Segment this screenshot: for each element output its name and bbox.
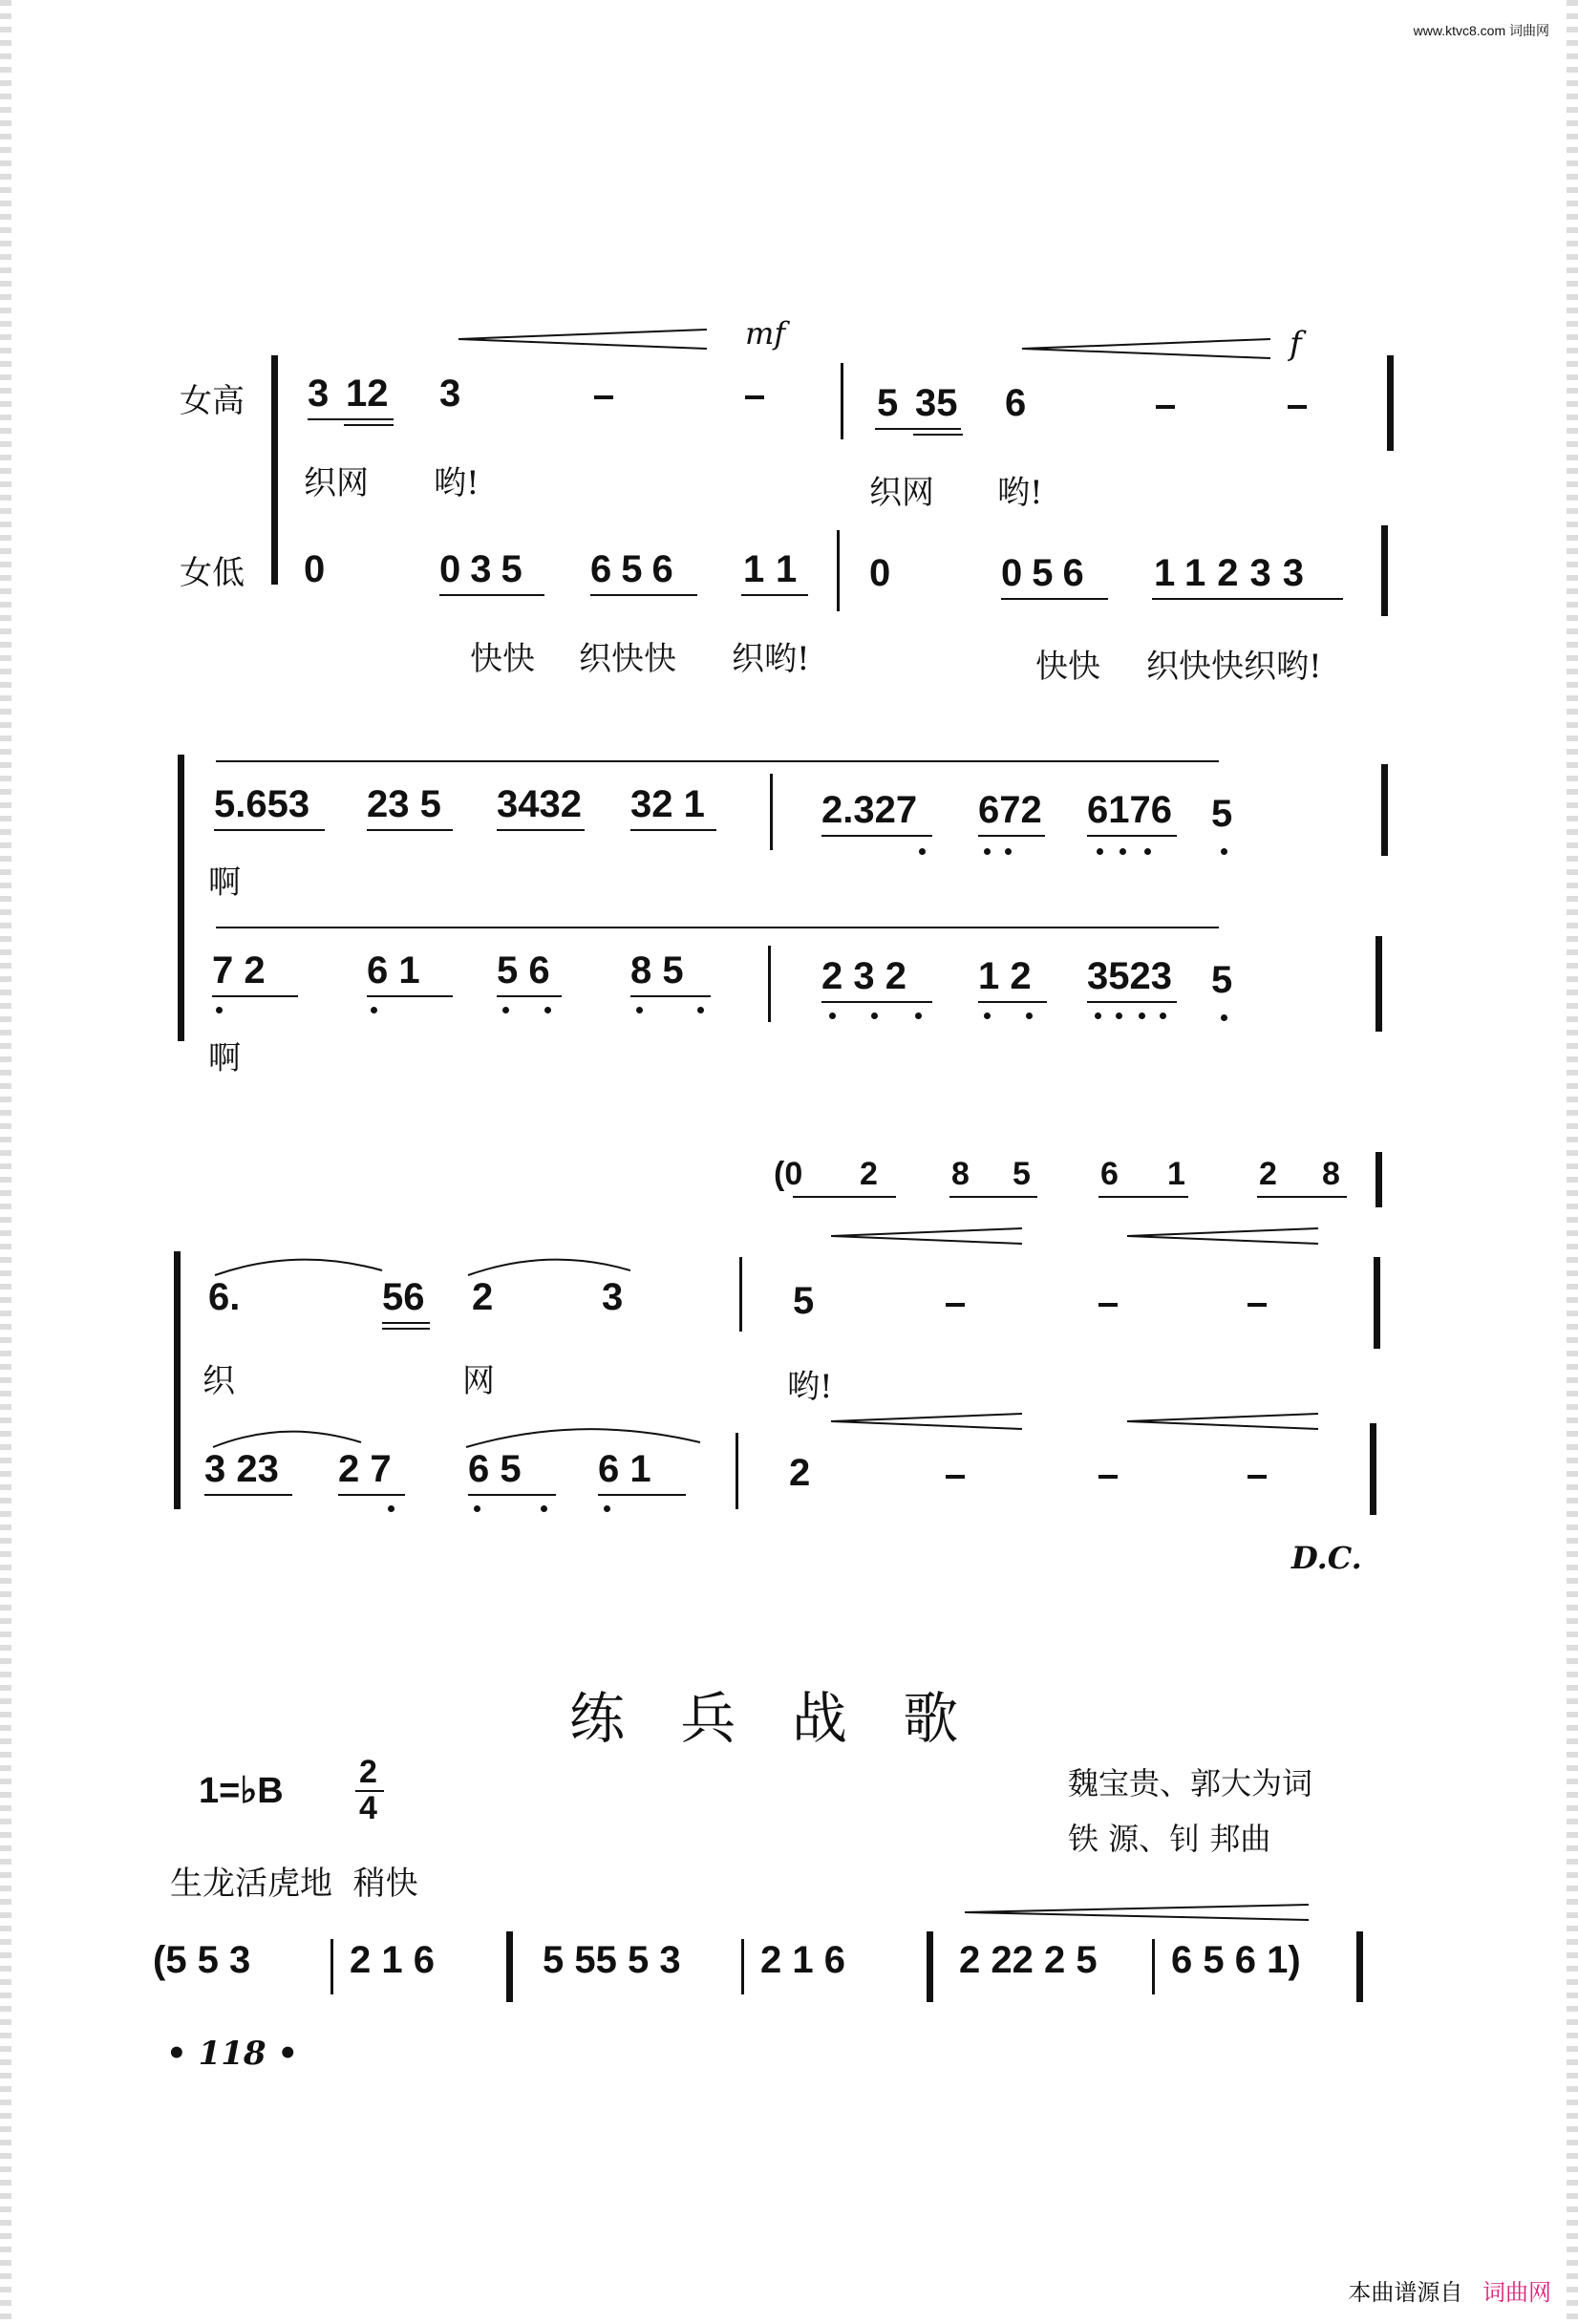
key-signature: 1=♭B — [199, 1771, 284, 1811]
time-signature-bottom: 4 — [359, 1790, 377, 1826]
intro-note: 8 — [951, 1156, 970, 1192]
system-brace — [178, 755, 184, 1041]
underline — [338, 1494, 405, 1496]
note: 6 — [1005, 382, 1027, 424]
underline — [344, 424, 394, 426]
voice-label-alto: 女低 — [180, 554, 245, 592]
underline — [212, 995, 298, 997]
intro-phrase: (5 5 3 — [153, 1939, 251, 1981]
underline — [630, 995, 711, 997]
note: 672 — [978, 789, 1042, 831]
note: 12 — [346, 373, 389, 415]
underline — [821, 835, 932, 837]
underline — [308, 418, 394, 420]
barline — [1152, 1939, 1155, 1994]
barline — [1381, 764, 1388, 856]
underline — [439, 594, 544, 596]
octave-dot — [1120, 848, 1126, 855]
octave-dot — [371, 1007, 377, 1013]
octave-dot — [541, 1505, 547, 1512]
hold-dash — [1156, 405, 1175, 409]
note: 5 6 — [497, 949, 550, 991]
note: 5 — [1211, 959, 1233, 1001]
lyricist-credit: 魏宝贵、郭大为词 — [1068, 1765, 1313, 1802]
note: 5 — [1211, 793, 1233, 835]
hold-dash — [745, 395, 764, 399]
note: 0 — [304, 548, 326, 590]
underline — [949, 1196, 1037, 1198]
slur — [210, 1242, 630, 1280]
voice-label-soprano: 女高 — [180, 382, 245, 420]
octave-dot — [1221, 1014, 1227, 1021]
octave-dot — [1221, 848, 1227, 855]
slur — [208, 1414, 705, 1452]
barline — [841, 363, 843, 439]
note: 3 23 — [204, 1448, 279, 1490]
barline — [506, 1931, 513, 2002]
note: 5.653 — [214, 783, 310, 825]
note: 3523 — [1087, 955, 1172, 997]
note: 056 — [1001, 552, 1094, 594]
note: 6 1 — [367, 949, 420, 991]
crescendo-4 — [1127, 1225, 1318, 1247]
system-brace — [174, 1251, 181, 1509]
underline — [367, 829, 453, 831]
octave-dot — [1144, 848, 1151, 855]
song-title: 练 兵 战 歌 — [569, 1686, 978, 1751]
barline — [331, 1939, 333, 1994]
underline — [630, 829, 716, 831]
crescendo-7 — [965, 1901, 1309, 1924]
underline — [1098, 1196, 1188, 1198]
underline — [382, 1322, 430, 1324]
intro-note: 8 — [1322, 1156, 1340, 1192]
slur — [216, 760, 1219, 762]
barline — [739, 1257, 742, 1332]
underline — [741, 594, 808, 596]
underline — [590, 594, 697, 596]
octave-dot — [919, 848, 926, 855]
lyric: 织快快 — [579, 640, 676, 678]
note: 3432 — [497, 783, 582, 825]
note: 11233 — [1154, 552, 1316, 594]
octave-dot — [984, 1013, 991, 1019]
note: 35 — [915, 382, 958, 424]
note: 11 — [743, 548, 811, 590]
lyric: 网 — [462, 1362, 495, 1400]
hold-dash — [1247, 1303, 1267, 1307]
crescendo-2 — [1022, 334, 1270, 363]
lyric: 织网 — [869, 474, 934, 512]
underline — [1087, 1001, 1177, 1003]
barline — [927, 1931, 933, 2002]
note: 6176 — [1087, 789, 1172, 831]
intro-note: 1 — [1167, 1156, 1185, 1192]
underline — [497, 829, 585, 831]
octave-dot — [388, 1505, 394, 1512]
lyric: 哟! — [434, 464, 480, 502]
barline — [1375, 936, 1382, 1032]
octave-dot — [1116, 1013, 1122, 1019]
barline — [1370, 1423, 1376, 1515]
octave-dot — [871, 1013, 878, 1019]
barline — [770, 774, 773, 850]
octave-dot — [544, 1007, 551, 1013]
note: 5 — [793, 1280, 815, 1322]
note: 8 5 — [630, 949, 684, 991]
hold-dash — [946, 1303, 965, 1307]
underline — [793, 1196, 896, 1198]
time-signature-top: 2 — [359, 1754, 377, 1790]
underline — [978, 1001, 1047, 1003]
octave-dot — [636, 1007, 643, 1013]
lyric: 快快 — [470, 640, 535, 678]
intro-note: 2 — [1259, 1156, 1277, 1192]
note: 23 5 — [367, 783, 441, 825]
octave-dot — [502, 1007, 509, 1013]
octave-dot — [1005, 848, 1012, 855]
note: 32 1 — [630, 783, 705, 825]
hold-dash — [1098, 1303, 1118, 1307]
barline — [1356, 1931, 1363, 2002]
footer-brand[interactable]: 词曲网 — [1482, 2280, 1551, 2306]
note: 1 2 — [978, 955, 1032, 997]
note: 0 — [869, 552, 891, 594]
left-margin-strip — [0, 0, 11, 2324]
note: 5 — [877, 382, 899, 424]
note: 2.327 — [821, 789, 918, 831]
underline — [367, 995, 453, 997]
da-capo-marking: D.C. — [1291, 1540, 1362, 1576]
barline — [837, 530, 840, 611]
footer-source-text: 本曲谱源自 — [1348, 2280, 1463, 2306]
lyric: 哟! — [787, 1368, 833, 1406]
tempo-marking: 生龙活虎地 稍快 — [170, 1865, 418, 1903]
underline — [913, 434, 963, 436]
octave-dot — [984, 848, 991, 855]
barline — [1381, 525, 1388, 616]
hold-dash — [1098, 1475, 1118, 1479]
note: 656 — [590, 548, 683, 590]
underline — [382, 1328, 430, 1330]
note: 035 — [439, 548, 532, 590]
barline — [741, 1939, 744, 1994]
hold-dash — [1247, 1475, 1267, 1479]
note: 2 3 2 — [821, 955, 906, 997]
crescendo-5 — [831, 1410, 1022, 1433]
octave-dot — [1097, 848, 1103, 855]
underline — [214, 829, 325, 831]
crescendo-6 — [1127, 1410, 1318, 1433]
note: 6 1 — [598, 1448, 651, 1490]
octave-dot — [915, 1013, 922, 1019]
composer-credit: 铁 源、钊 邦曲 — [1068, 1821, 1271, 1857]
octave-dot — [829, 1013, 836, 1019]
lyric: 织网 — [304, 464, 369, 502]
note: 2 — [472, 1276, 494, 1318]
intro-phrase: 2 1 6 — [760, 1939, 845, 1981]
barline — [1375, 1152, 1382, 1207]
lyric: 啊 — [208, 1039, 241, 1077]
dynamic-mf: mf — [745, 315, 786, 352]
dynamic-f: f — [1290, 325, 1302, 363]
lyric: 织哟! — [732, 640, 810, 678]
octave-dot — [604, 1505, 610, 1512]
intro-note: 6 — [1100, 1156, 1119, 1192]
note: 3 — [308, 373, 330, 415]
crescendo-1 — [458, 325, 707, 353]
underline — [1152, 598, 1343, 600]
note: 2 7 — [338, 1448, 392, 1490]
octave-dot — [474, 1505, 480, 1512]
barline — [1374, 1257, 1380, 1349]
note: 7 2 — [212, 949, 266, 991]
right-margin-strip — [1567, 0, 1578, 2324]
intro-phrase: 5 55 5 3 — [543, 1939, 681, 1981]
intro-note: 2 — [860, 1156, 878, 1192]
underline — [1257, 1196, 1347, 1198]
underline — [821, 1001, 932, 1003]
note: 3 — [602, 1276, 624, 1318]
intro-note: 5 — [1013, 1156, 1031, 1192]
site-header: www.ktvc8.com 词曲网 — [1413, 23, 1549, 38]
octave-dot — [1160, 1013, 1166, 1019]
intro-phrase: 2 1 6 — [350, 1939, 435, 1981]
lyric: 哟! — [997, 474, 1043, 512]
underline — [204, 1494, 292, 1496]
barline — [1387, 355, 1394, 451]
lyric: 织快快织哟! — [1146, 648, 1322, 686]
note: 6 5 — [468, 1448, 522, 1490]
lyric: 织 — [203, 1362, 235, 1400]
intro-note: (0 — [774, 1156, 803, 1192]
page-number: • 118 • — [166, 2035, 299, 2073]
underline — [1087, 835, 1177, 837]
octave-dot — [1026, 1013, 1033, 1019]
octave-dot — [697, 1007, 704, 1013]
barline — [736, 1433, 738, 1509]
lyric: 啊 — [208, 864, 241, 902]
octave-dot — [216, 1007, 223, 1013]
hold-dash — [946, 1475, 965, 1479]
underline — [1001, 598, 1108, 600]
footer-source — [1348, 2273, 1551, 2307]
barline — [768, 946, 771, 1022]
intro-phrase: 6 5 6 1) — [1171, 1939, 1301, 1981]
note: 56 — [382, 1276, 425, 1318]
hold-dash — [1288, 405, 1307, 409]
note: 2 — [789, 1452, 811, 1494]
underline — [978, 835, 1045, 837]
octave-dot — [1095, 1013, 1101, 1019]
underline — [468, 1494, 556, 1496]
underline — [598, 1494, 686, 1496]
lyric: 快快 — [1035, 648, 1100, 686]
intro-phrase: 2 22 2 5 — [959, 1939, 1098, 1981]
underline — [875, 428, 961, 430]
note: 3 — [439, 373, 461, 415]
crescendo-3 — [831, 1225, 1022, 1247]
note: 6. — [208, 1276, 241, 1318]
slur — [216, 927, 1219, 928]
underline — [497, 995, 562, 997]
hold-dash — [594, 395, 613, 399]
octave-dot — [1139, 1013, 1145, 1019]
system-brace — [271, 355, 278, 585]
